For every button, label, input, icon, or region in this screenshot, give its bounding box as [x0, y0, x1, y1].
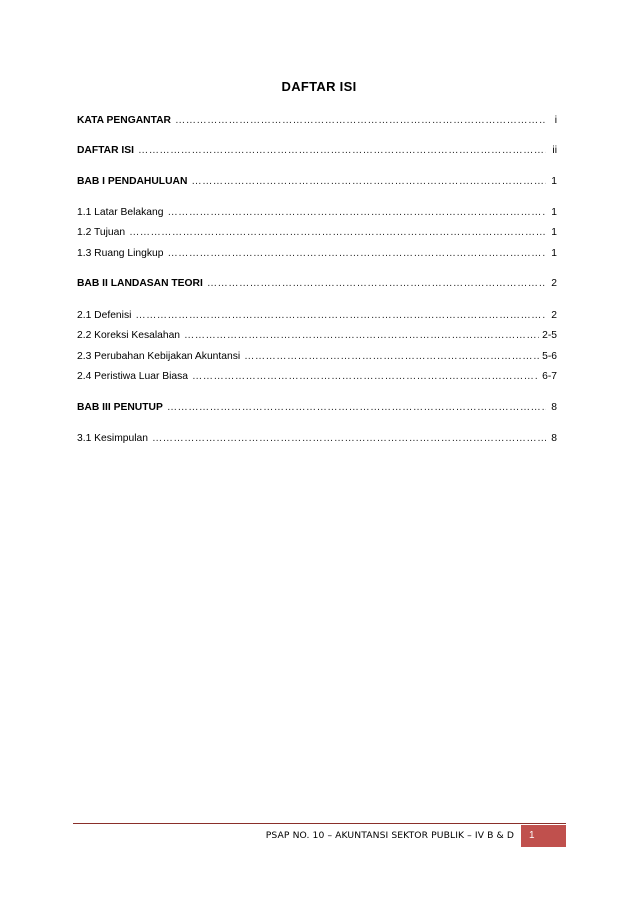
toc-entry[interactable] [77, 114, 557, 128]
toc-entry-label: BAB I PENDAHULUAN [77, 176, 188, 187]
toc-entry-label: 1.2 Tujuan [77, 227, 126, 238]
toc-leader-dots [192, 370, 539, 384]
toc-entry[interactable] [77, 175, 557, 189]
toc-entry-label: BAB III PENUTUP [77, 402, 163, 413]
toc-entry[interactable] [77, 432, 557, 446]
toc-entry-label: 1.1 Latar Belakang [77, 207, 164, 218]
toc-entry[interactable] [77, 370, 557, 384]
toc-entry[interactable] [77, 401, 557, 415]
toc-entry-label: KATA PENGANTAR [77, 115, 171, 126]
toc-leader-dots [175, 114, 546, 128]
toc-entry-page: 2 [551, 310, 557, 321]
toc-entry-label: 2.1 Defenisi [77, 310, 132, 321]
toc-leader-dots [138, 144, 546, 158]
page-footer [73, 823, 566, 852]
toc-leader-dots [129, 226, 546, 240]
toc-entry[interactable] [77, 309, 557, 323]
toc-entry-label: BAB II LANDASAN TEORI [77, 278, 203, 289]
toc-entry-page: 1 [551, 207, 557, 218]
toc-entry-label: 3.1 Kesimpulan [77, 433, 148, 444]
toc-entry-page: 8 [551, 433, 557, 444]
toc-leader-dots [184, 329, 539, 343]
toc-leader-dots [152, 432, 546, 446]
toc-entry-page: 5-6 [542, 351, 557, 362]
toc-entry-page: 1 [551, 248, 557, 259]
toc-entry-page: 1 [551, 227, 557, 238]
toc-leader-dots [167, 247, 546, 261]
toc-leader-dots [135, 309, 546, 323]
toc-entry[interactable] [77, 329, 557, 343]
toc-entry-label: 1.3 Ruang Lingkup [77, 248, 164, 259]
toc-entry-label: 2.2 Koreksi Kesalahan [77, 330, 181, 341]
toc-entry-page: 2 [551, 278, 557, 289]
toc-leader-dots [207, 277, 546, 291]
toc-entry[interactable] [77, 144, 557, 158]
toc-entry-page: ii [552, 145, 557, 156]
page-title: DAFTAR ISI [281, 79, 357, 94]
footer-text: PSAP NO. 10 – AKUNTANSI SEKTOR PUBLIK – IV B & D [265, 830, 514, 841]
toc-entry-page: i [554, 115, 557, 126]
toc-entry[interactable] [77, 226, 557, 240]
toc-entry-page: 1 [551, 176, 557, 187]
toc-leader-dots [167, 401, 546, 415]
toc-leader-dots [244, 350, 539, 364]
toc-entry-label: DAFTAR ISI [77, 145, 135, 156]
toc-entry[interactable] [77, 350, 557, 364]
toc-entry-label: 2.3 Perubahan Kebijakan Akuntansi [77, 351, 241, 362]
toc-entry-page: 6-7 [542, 371, 557, 382]
toc-entry[interactable] [77, 206, 557, 220]
toc-leader-dots [167, 206, 546, 220]
toc-entry[interactable] [77, 247, 557, 261]
toc-entry[interactable] [77, 277, 557, 291]
footer-page-number: 1 [521, 825, 566, 847]
toc-leader-dots [191, 175, 546, 189]
toc-entry-label: 2.4 Peristiwa Luar Biasa [77, 371, 189, 382]
toc-entry-page: 8 [551, 402, 557, 413]
toc-entry-page: 2-5 [542, 330, 557, 341]
